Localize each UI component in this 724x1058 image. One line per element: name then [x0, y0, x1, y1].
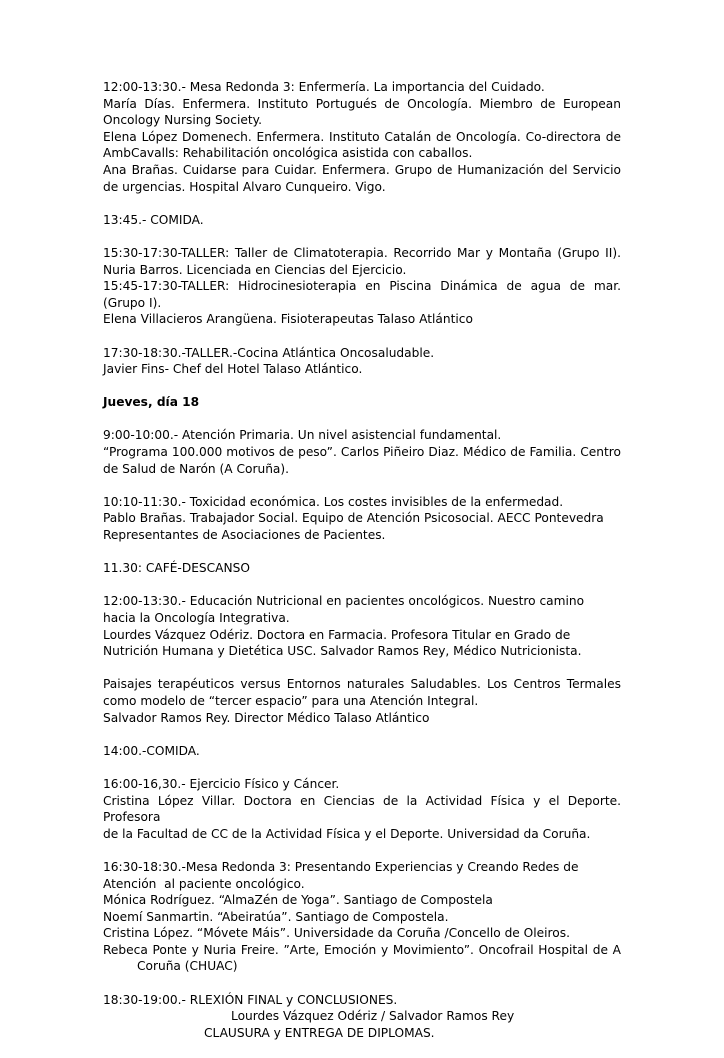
session-title: 17:30-18:30.-TALLER.-Cocina Atlántica Oncosaludable.	[103, 345, 435, 360]
session-title: 16:00-16,30.- Ejercicio Físico y Cáncer.	[103, 776, 340, 791]
speaker-line: Ana Brañas. Cuidarse para Cuidar. Enfermera. Grupo de Humanización del Servicio	[103, 162, 621, 177]
session-title: 15:30-17:30-TALLER: Taller de Climatoterapia. Recorrido Mar y Montaña (Grupo II).	[103, 245, 621, 260]
speaker-line: Elena Villacieros Arangüena. Fisioterapeutas Talaso Atlántico	[103, 312, 473, 327]
session-educacion-nutricional	[103, 593, 621, 659]
speaker-line: Cristina López Villar. Doctora en Ciencias de la Actividad Física y el Deporte. Profesora	[103, 793, 621, 825]
speaker-line: Salvador Ramos Rey. Director Médico Talaso Atlántico	[103, 710, 430, 725]
session-title: (Grupo I).	[103, 295, 162, 310]
session-ejercicio-fisico	[103, 776, 621, 842]
day-heading-block	[103, 394, 621, 411]
session-title: 14:00.-COMIDA.	[103, 743, 200, 758]
session-cafe	[103, 560, 621, 577]
speaker-line: Pablo Brañas. Trabajador Social. Equipo de Atención Psicosocial. AECC Pontevedra	[103, 511, 604, 526]
session-title: 11.30: CAFÉ-DESCANSO	[103, 561, 250, 576]
session-comida-1	[103, 212, 621, 229]
session-toxicidad-economica	[103, 494, 621, 544]
speaker-line: Oncology Nursing Society.	[103, 113, 262, 128]
session-title: 18:30-19:00.- RLEXIÓN FINAL y CONCLUSIONES.	[103, 992, 398, 1007]
speaker-line: María Días. Enfermera. Instituto Portugués de Oncología. Miembro de European	[103, 96, 621, 111]
session-mesa-redonda-experiencias	[103, 859, 621, 975]
session-title: Paisajes terapéuticos versus Entornos naturales Saludables. Los Centros Termales	[103, 677, 621, 692]
speaker-line: de urgencias. Hospital Alvaro Cunqueiro. Vigo.	[103, 179, 386, 194]
session-title: 16:30-18:30.-Mesa Redonda 3: Presentando Experiencias y Creando Redes de	[103, 859, 579, 874]
session-title: 9:00-10:00.- Atención Primaria. Un nivel asistencial fundamental.	[103, 428, 502, 443]
session-comida-2	[103, 743, 621, 760]
session-taller-cocina	[103, 345, 621, 378]
session-mesa-redonda-enfermeria	[103, 79, 621, 195]
document-page	[103, 79, 621, 1058]
speaker-line: Nuria Barros. Licenciada en Ciencias del Ejercicio.	[103, 262, 407, 277]
session-title: 10:10-11:30.- Toxicidad económica. Los costes invisibles de la enfermedad.	[103, 494, 564, 509]
day-heading: Jueves, día 18	[103, 395, 200, 410]
session-title: 12:00-13:30.- Mesa Redonda 3: Enfermería. La importancia del Cuidado.	[103, 80, 545, 94]
session-atencion-primaria	[103, 427, 621, 477]
speaker-line: de Salud de Narón (A Coruña).	[103, 461, 290, 476]
speaker-line: Elena López Domenech. Enfermera. Instituto Catalán de Oncología. Co-directora de	[103, 129, 621, 144]
session-conclusiones	[103, 992, 621, 1042]
session-title: Atención al paciente oncológico.	[103, 876, 305, 891]
session-paisajes-terapeuticos	[103, 676, 621, 726]
speaker-line: Noemí Sanmartin. “Abeiratúa”. Santiago de Compostela.	[103, 909, 449, 924]
speaker-line: Lourdes Vázquez Odériz / Salvador Ramos Rey	[231, 1009, 515, 1024]
closing-line: CLAUSURA y ENTREGA DE DIPLOMAS.	[204, 1025, 435, 1040]
speaker-line: de la Facultad de CC de la Actividad Física y el Deporte. Universidad da Coruña.	[103, 826, 591, 841]
speaker-line: AmbCavalls: Rehabilitación oncológica asistida con caballos.	[103, 146, 473, 161]
speaker-line: Nutrición Humana y Dietética USC. Salvador Ramos Rey, Médico Nutricionista.	[103, 644, 582, 659]
session-title: 15:45-17:30-TALLER: Hidrocinesioterapia en Piscina Dinámica de agua de mar.	[103, 279, 621, 294]
speaker-line: Coruña (CHUAC)	[137, 959, 238, 974]
speaker-line: “Programa 100.000 motivos de peso”. Carlos Piñeiro Diaz. Médico de Familia. Centro	[103, 445, 621, 460]
session-title: como modelo de “tercer espacio” para una Atención Integral.	[103, 693, 479, 708]
speaker-line: Mónica Rodríguez. “AlmaZén de Yoga”. Santiago de Compostela	[103, 893, 493, 908]
session-title: 12:00-13:30.- Educación Nutricional en pacientes oncológicos. Nuestro camino	[103, 594, 585, 609]
session-title: 13:45.- COMIDA.	[103, 212, 204, 227]
speaker-line: Lourdes Vázquez Odériz. Doctora en Farmacia. Profesora Titular en Grado de	[103, 627, 571, 642]
speaker-line: Cristina López. “Móvete Máis”. Universidade da Coruña /Concello de Oleiros.	[103, 926, 570, 941]
speaker-line: Representantes de Asociaciones de Pacientes.	[103, 528, 386, 543]
session-talleres	[103, 245, 621, 328]
speaker-line: Javier Fins- Chef del Hotel Talaso Atlántico.	[103, 362, 363, 377]
session-title: hacia la Oncología Integrativa.	[103, 611, 290, 625]
speaker-line: Rebeca Ponte y Nuria Freire. ”Arte, Emoción y Movimiento”. Oncofrail Hospital de A	[103, 942, 621, 957]
